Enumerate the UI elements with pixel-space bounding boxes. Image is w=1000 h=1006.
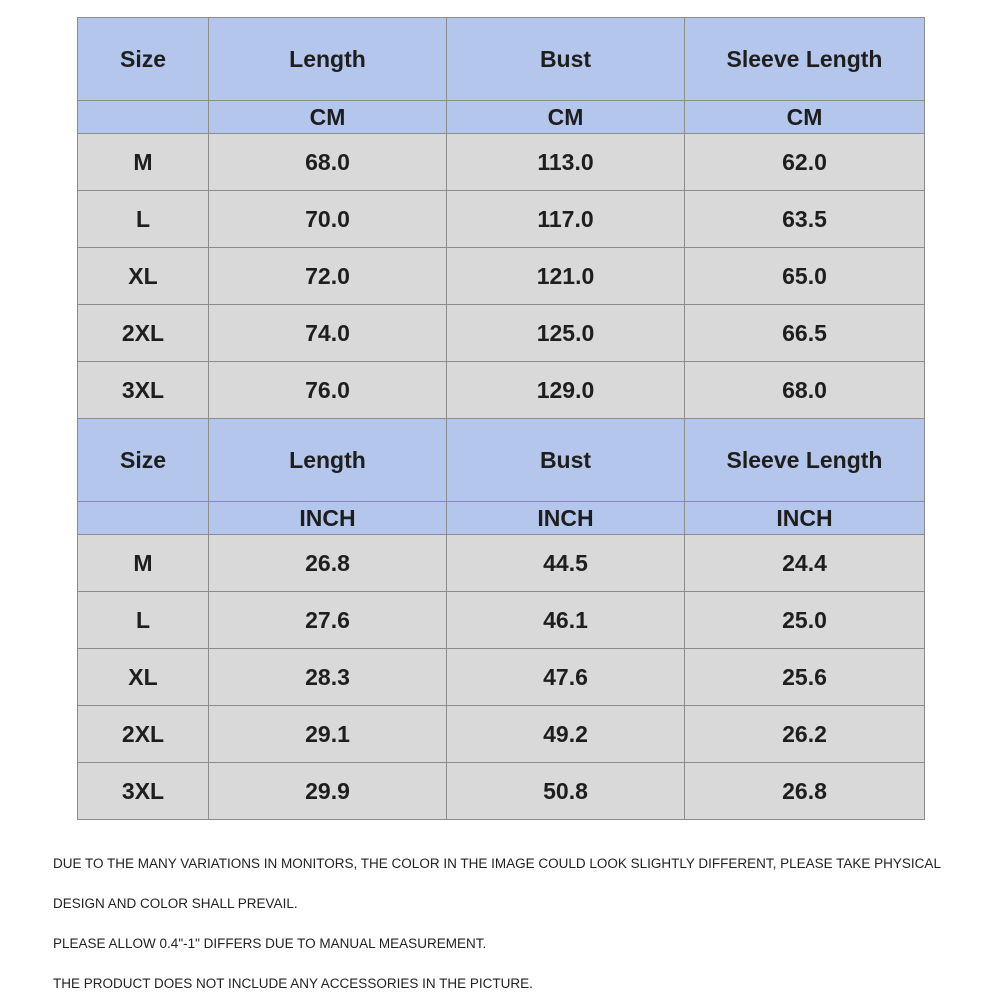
- header-bust: Bust: [447, 419, 685, 502]
- cm-header-row: [78, 18, 925, 101]
- unit-blank: [78, 502, 209, 535]
- unit-bust: CM: [447, 101, 685, 134]
- length-cell: 29.1: [209, 706, 447, 763]
- unit-sleeve-length: INCH: [685, 502, 925, 535]
- table-row: [78, 649, 925, 706]
- unit-length: CM: [209, 101, 447, 134]
- sleeve-length-cell: 24.4: [685, 535, 925, 592]
- sleeve-length-cell: 65.0: [685, 248, 925, 305]
- bust-cell: 50.8: [447, 763, 685, 820]
- bust-cell: 49.2: [447, 706, 685, 763]
- unit-sleeve-length: CM: [685, 101, 925, 134]
- header-bust: Bust: [447, 18, 685, 101]
- bust-cell: 117.0: [447, 191, 685, 248]
- header-sleeve-length: Sleeve Length: [685, 18, 925, 101]
- size-cell: M: [78, 134, 209, 191]
- sleeve-length-cell: 66.5: [685, 305, 925, 362]
- bust-cell: 46.1: [447, 592, 685, 649]
- sleeve-length-cell: 26.8: [685, 763, 925, 820]
- bust-cell: 121.0: [447, 248, 685, 305]
- table-row: [78, 592, 925, 649]
- disclaimer-notes: [53, 846, 993, 1006]
- header-size: Size: [78, 18, 209, 101]
- header-length: Length: [209, 419, 447, 502]
- unit-bust: INCH: [447, 502, 685, 535]
- length-cell: 26.8: [209, 535, 447, 592]
- sleeve-length-cell: 62.0: [685, 134, 925, 191]
- size-cell: 3XL: [78, 362, 209, 419]
- size-chart-table: [77, 17, 925, 820]
- note-no-accessories: THE PRODUCT DOES NOT INCLUDE ANY ACCESSORIES IN THE PICTURE.: [53, 976, 533, 991]
- table-row: [78, 248, 925, 305]
- table-row: [78, 191, 925, 248]
- length-cell: 27.6: [209, 592, 447, 649]
- size-cell: M: [78, 535, 209, 592]
- bust-cell: 44.5: [447, 535, 685, 592]
- table-row: [78, 305, 925, 362]
- inch-unit-row: [78, 502, 925, 535]
- sleeve-length-cell: 63.5: [685, 191, 925, 248]
- length-cell: 29.9: [209, 763, 447, 820]
- length-cell: 68.0: [209, 134, 447, 191]
- size-cell: L: [78, 592, 209, 649]
- header-size: Size: [78, 419, 209, 502]
- bust-cell: 113.0: [447, 134, 685, 191]
- bust-cell: 125.0: [447, 305, 685, 362]
- note-color-variation: DUE TO THE MANY VARIATIONS IN MONITORS, THE COLOR IN THE IMAGE COULD LOOK SLIGHTLY DIFFERENT, PLEASE TAKE PHYSICAL: [53, 856, 941, 871]
- sleeve-length-cell: 25.6: [685, 649, 925, 706]
- table-row: [78, 535, 925, 592]
- inch-header-row: [78, 419, 925, 502]
- sleeve-length-cell: 25.0: [685, 592, 925, 649]
- size-cell: 2XL: [78, 305, 209, 362]
- size-cell: 2XL: [78, 706, 209, 763]
- cm-unit-row: [78, 101, 925, 134]
- bust-cell: 129.0: [447, 362, 685, 419]
- table-row: [78, 134, 925, 191]
- header-sleeve-length: Sleeve Length: [685, 419, 925, 502]
- table-row: [78, 706, 925, 763]
- size-cell: XL: [78, 248, 209, 305]
- header-length: Length: [209, 18, 447, 101]
- size-cell: XL: [78, 649, 209, 706]
- length-cell: 28.3: [209, 649, 447, 706]
- size-cell: L: [78, 191, 209, 248]
- length-cell: 72.0: [209, 248, 447, 305]
- length-cell: 74.0: [209, 305, 447, 362]
- bust-cell: 47.6: [447, 649, 685, 706]
- note-design-prevail: DESIGN AND COLOR SHALL PREVAIL.: [53, 896, 298, 911]
- length-cell: 70.0: [209, 191, 447, 248]
- unit-length: INCH: [209, 502, 447, 535]
- size-cell: 3XL: [78, 763, 209, 820]
- note-measurement-tolerance: PLEASE ALLOW 0.4"-1" DIFFERS DUE TO MANUAL MEASUREMENT.: [53, 936, 487, 951]
- length-cell: 76.0: [209, 362, 447, 419]
- table-row: [78, 763, 925, 820]
- unit-blank: [78, 101, 209, 134]
- table-row: [78, 362, 925, 419]
- sleeve-length-cell: 26.2: [685, 706, 925, 763]
- sleeve-length-cell: 68.0: [685, 362, 925, 419]
